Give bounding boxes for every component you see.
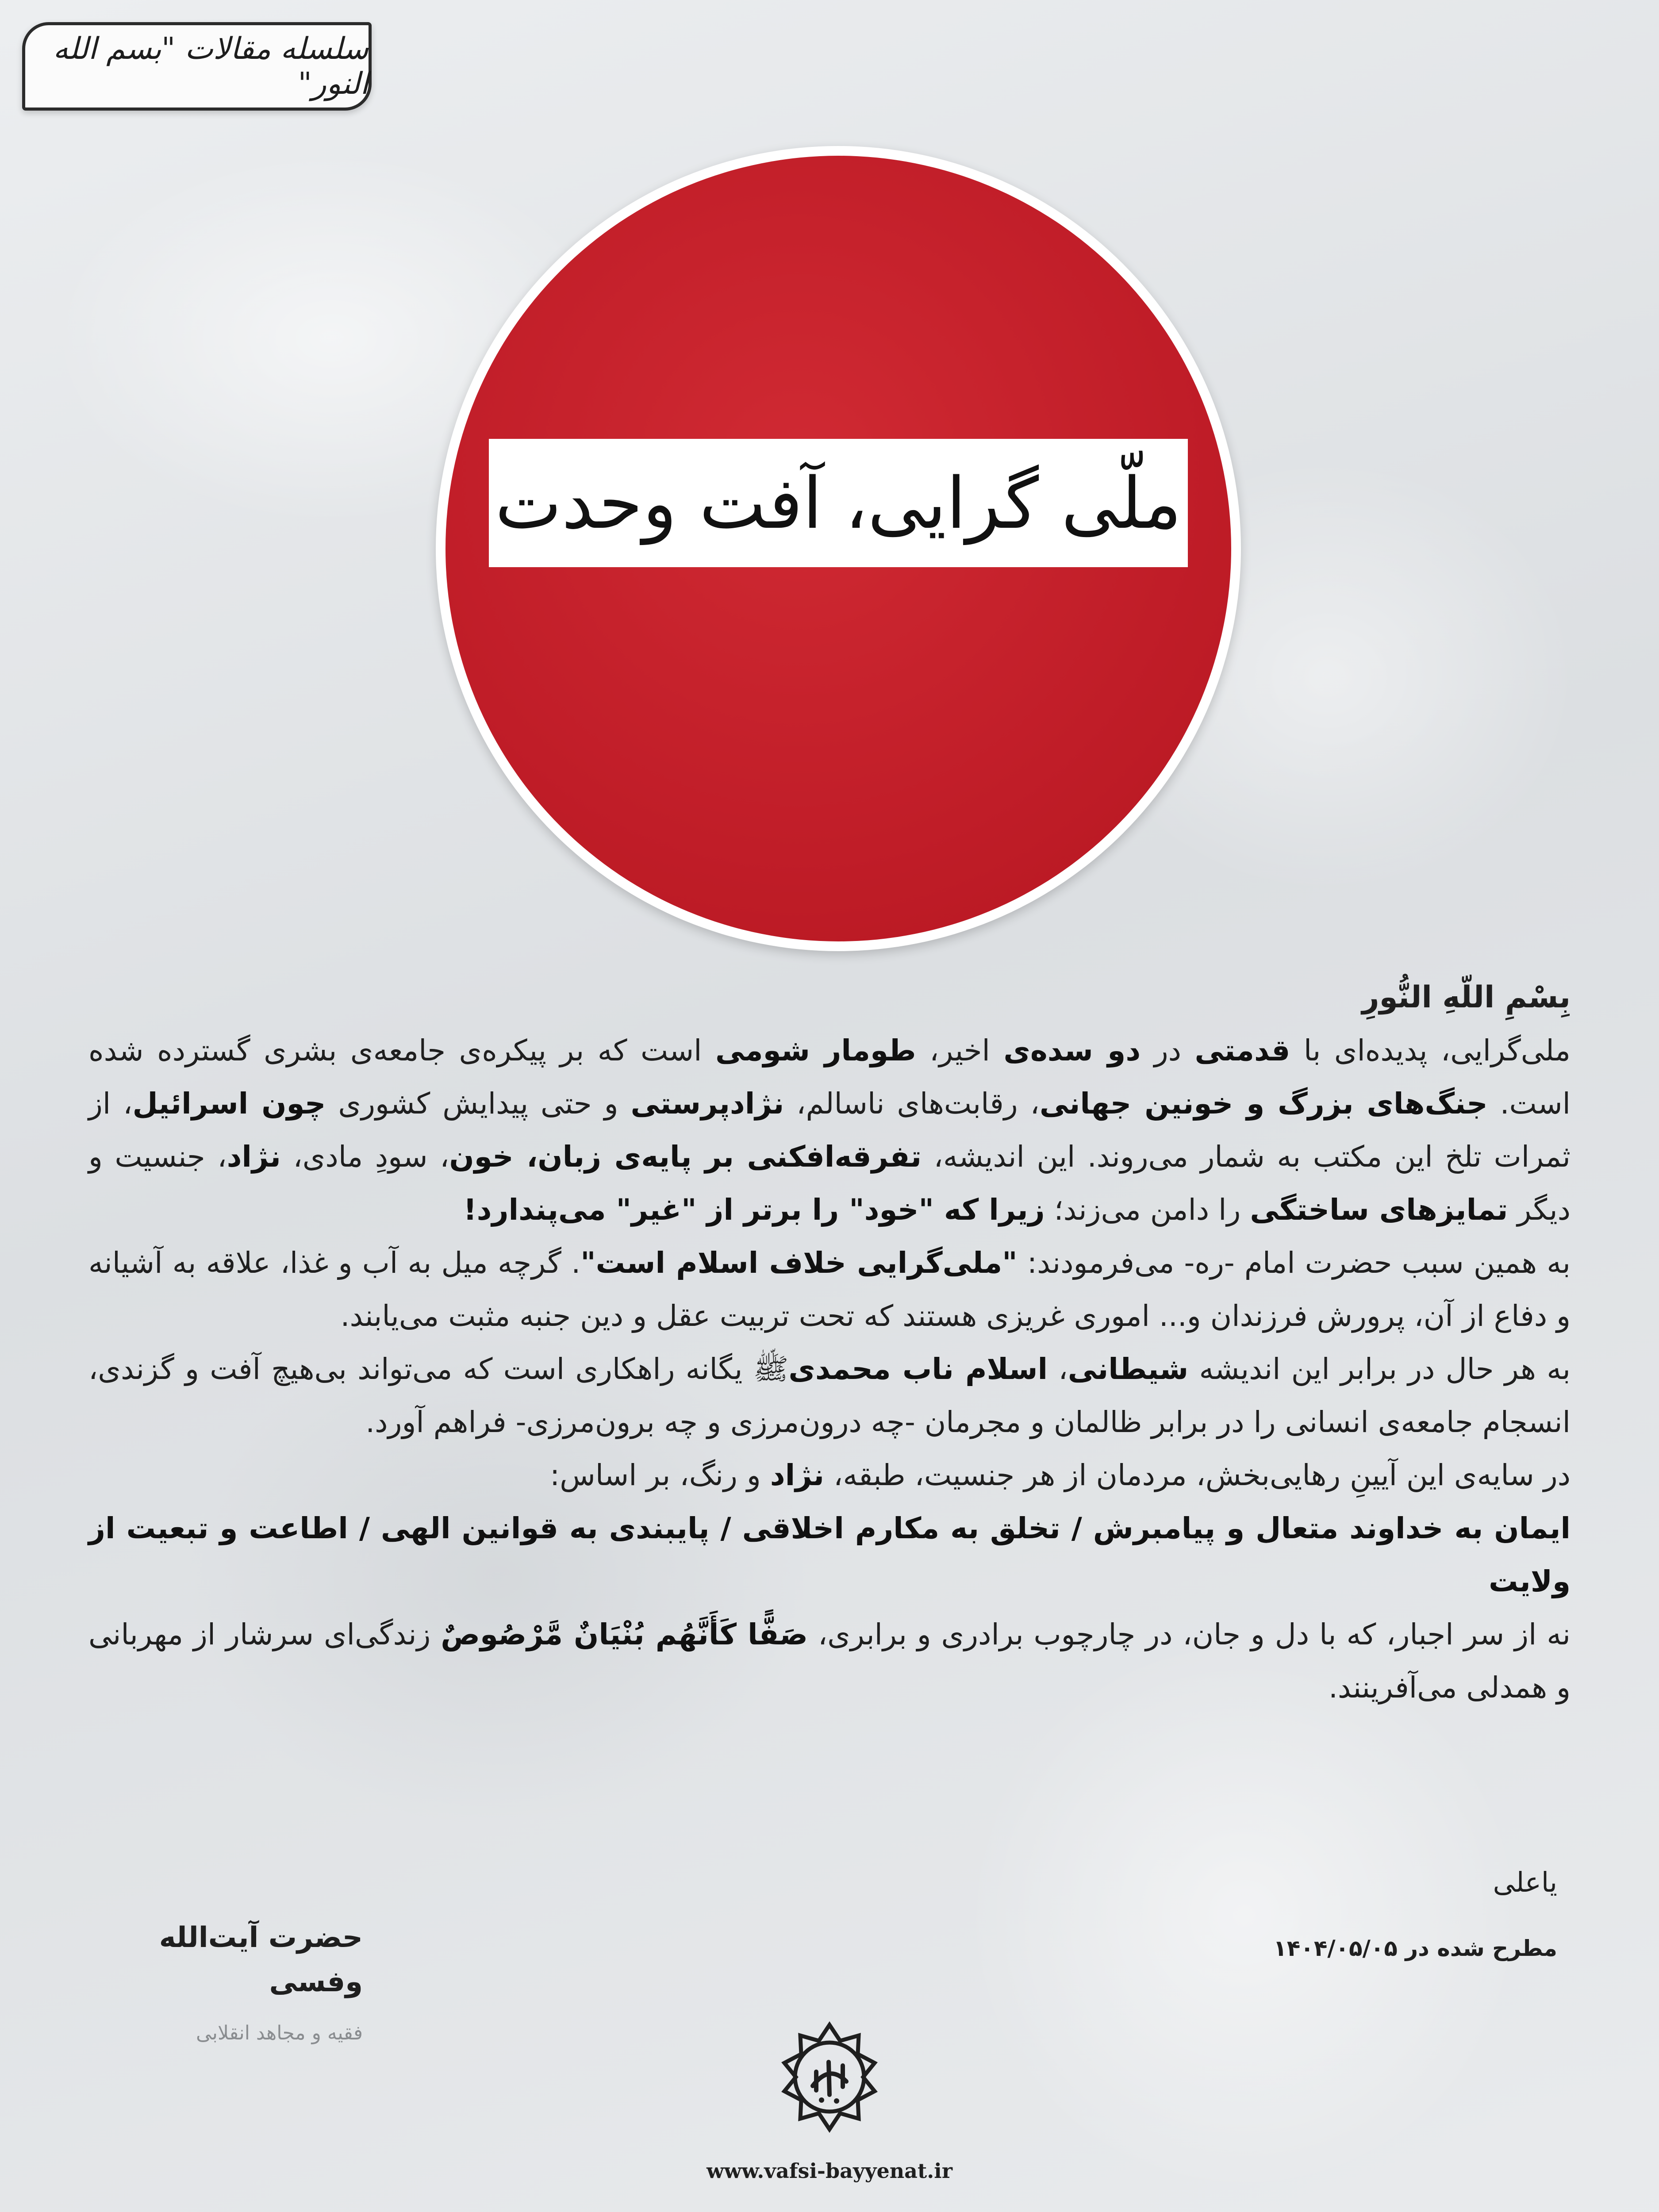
bismillah: بِسْمِ اللّهِ النُّورِ <box>1362 980 1571 1015</box>
emphasis-text: طومار شومی <box>715 1033 916 1068</box>
body-text: نه از سر اجبار، که با دل و جان، در چارچوب برادری و برابری، <box>808 1617 1571 1651</box>
body-text: و حتی پیدایش کشوری <box>326 1087 631 1121</box>
article-paragraph-5 <box>88 1502 1571 1608</box>
body-text: ، رقابت‌های ناسالم، <box>784 1087 1040 1121</box>
signoff: یاعلی <box>1493 1866 1557 1898</box>
body-text: در <box>1141 1033 1195 1068</box>
emphasis-text: نژاد <box>770 1458 825 1492</box>
body-text: ، از ثمرات تلخ این مکتب به شمار می‌روند. این اندیشه، <box>88 1087 1571 1174</box>
emphasis-text: نژاد <box>227 1140 281 1174</box>
body-text: . گرچه میل به آب و غذا، علاقه به آشیانه و دفاع از آن، پرورش فرزندان و... اموری غریزی هستند که تحت تربیت عقل و دین جنبه مثبت می‌یابند. <box>88 1246 1571 1333</box>
body-text: به هر حال در برابر این اندیشه <box>1188 1352 1571 1386</box>
article-paragraph-6 <box>88 1608 1571 1714</box>
headline: ملّی گرایی، آفت وحدت <box>495 461 1182 545</box>
emphasis-text: تفرقه‌افکنی بر پایه‌ی زبان، خون <box>449 1140 922 1174</box>
publication-date: مطرح شده در ۱۴۰۴/۰۵/۰۵ <box>1273 1936 1557 1961</box>
emphasis-text: ایمان به خداوند متعال و پیامبرش / تخلق به مکارم اخلاقی / پایبندی به قوانین الهی / اطاعت و تبعیت از ولایت <box>88 1511 1571 1598</box>
no-entry-sign <box>436 146 1241 951</box>
website-url: www.vafsi-bayyenat.ir <box>707 2159 952 2183</box>
article-paragraph-3 <box>88 1343 1571 1449</box>
emphasis-text: چون اسرائیل <box>132 1087 326 1121</box>
article-paragraph-4 <box>88 1449 1571 1502</box>
author-block <box>88 1916 363 2044</box>
body-text: ملی‌گرایی، پدیده‌ای با <box>1290 1033 1571 1068</box>
article-body <box>88 971 1571 1714</box>
emphasis-text: تمایزهای ساختگی <box>1250 1193 1508 1227</box>
series-badge <box>22 22 372 111</box>
emphasis-text: نژادپرستی <box>630 1087 784 1121</box>
body-text: را دامن می‌زند؛ <box>1045 1193 1250 1227</box>
body-text: و رنگ، بر اساس: <box>549 1458 770 1492</box>
series-label: سلسله مقالات "بسم الله النور" <box>53 31 369 101</box>
emphasis-text: جنگ‌های بزرگ و خونین جهانی <box>1039 1087 1488 1121</box>
emphasis-text: صَفًّا كَأَنَّهُم بُنْيَانٌ مَّرْصُوصٌ <box>441 1617 808 1651</box>
bayyenat-logo-icon <box>772 2020 887 2135</box>
emphasis-text: دو سده‌ی <box>1003 1033 1141 1068</box>
emphasis-text: "ملی‌گرایی خلاف اسلام است" <box>580 1246 1018 1280</box>
body-text: اخیر، <box>916 1033 1004 1068</box>
body-text: به همین سبب حضرت امام -ره- می‌فرمودند: <box>1017 1246 1571 1280</box>
body-text: زندگی‌ای سرشار از مهربانی و همدلی می‌آفرینند. <box>88 1617 1571 1705</box>
body-text: است که بر پیکره‌ی جامعه‌ی بشری گسترده شده است. <box>88 1033 1571 1121</box>
body-text: ﷺ یگانه راهکاری است که می‌تواند بی‌هیچ آفت و گزندی، انسجام جامعه‌ی انسانی را در برابر ظالمان و مجرمان -چه درون‌مرزی و چه برون‌مرزی- فراهم آورد. <box>88 1352 1571 1439</box>
body-text: در سایه‌ی این آیینِ رهایی‌بخش، مردمان از هر جنسیت، طبقه، <box>824 1458 1571 1492</box>
article-paragraph-1 <box>88 1024 1571 1237</box>
article-paragraph-2 <box>88 1237 1571 1343</box>
emphasis-text: زیرا که "خود" را برتر از "غیر" می‌پندارد! <box>463 1193 1045 1227</box>
body-text: ، سودِ مادی، <box>280 1140 449 1174</box>
sign-white-bar <box>489 439 1188 567</box>
body-text: ، <box>1048 1352 1068 1386</box>
emphasis-text: شیطانی <box>1068 1352 1189 1386</box>
author-title: فقیه و مجاهد انقلابی <box>196 2022 363 2044</box>
body-text: ، جنسیت و دیگر <box>88 1140 1571 1227</box>
author-name: حضرت آیت‌الله وفسی <box>159 1921 363 1998</box>
emphasis-text: اسلام ناب محمدی <box>788 1352 1048 1386</box>
emphasis-text: قدمتی <box>1194 1033 1290 1068</box>
